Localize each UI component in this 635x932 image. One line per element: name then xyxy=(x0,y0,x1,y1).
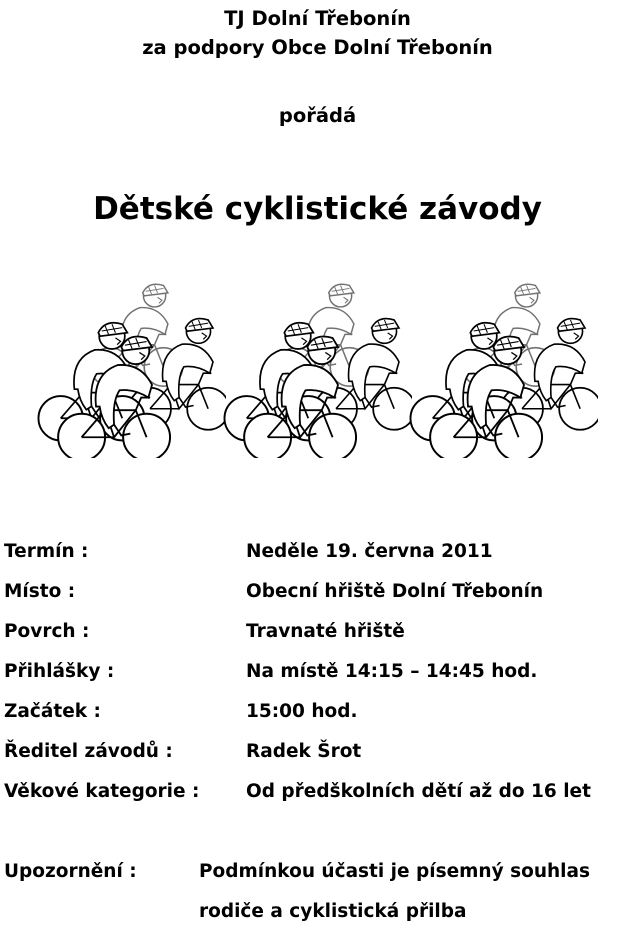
detail-value: 15:00 hod. xyxy=(246,701,358,722)
detail-label: Termín : xyxy=(4,541,89,562)
page-title: Dětské cyklistické závody xyxy=(93,191,542,227)
cyclists-group-icon xyxy=(408,274,598,458)
notice-text xyxy=(199,852,629,932)
detail-label: Přihlášky : xyxy=(4,661,115,682)
detail-label: Věkové kategorie : xyxy=(4,781,200,802)
detail-value: Travnaté hřiště xyxy=(246,621,405,642)
detail-row-surface xyxy=(4,617,629,647)
detail-label: Začátek : xyxy=(4,701,101,722)
organizer-support: za podpory Obce Dolní Třebonín xyxy=(142,36,493,59)
detail-value: Neděle 19. června 2011 xyxy=(246,541,493,562)
presents-text: pořádá xyxy=(278,104,357,127)
cyclists-group-icon xyxy=(36,274,226,458)
detail-row-registration xyxy=(4,657,629,687)
detail-value: Na místě 14:15 – 14:45 hod. xyxy=(246,661,538,682)
detail-row-date xyxy=(4,537,629,567)
organizer-heading xyxy=(0,4,635,62)
detail-row-start xyxy=(4,697,629,727)
cyclists-group-icon xyxy=(222,274,412,458)
detail-label: Povrch : xyxy=(4,621,90,642)
organizer-name: TJ Dolní Třebonín xyxy=(224,7,411,30)
notice-text-line: rodiče a cyklistická přilba xyxy=(199,901,467,922)
detail-value: Radek Šrot xyxy=(246,741,362,762)
notice-label: Upozornění : xyxy=(4,861,137,882)
detail-row-place xyxy=(4,577,629,607)
detail-row-director xyxy=(4,737,629,767)
detail-label: Ředitel závodů : xyxy=(4,741,173,762)
detail-row-age-categories xyxy=(4,777,629,807)
detail-value: Od předškolních dětí až do 16 let xyxy=(246,781,591,802)
detail-label: Místo : xyxy=(4,581,76,602)
detail-value: Obecní hřiště Dolní Třebonín xyxy=(246,581,544,602)
notice-text-line: Podmínkou účasti je písemný souhlas xyxy=(199,861,591,882)
